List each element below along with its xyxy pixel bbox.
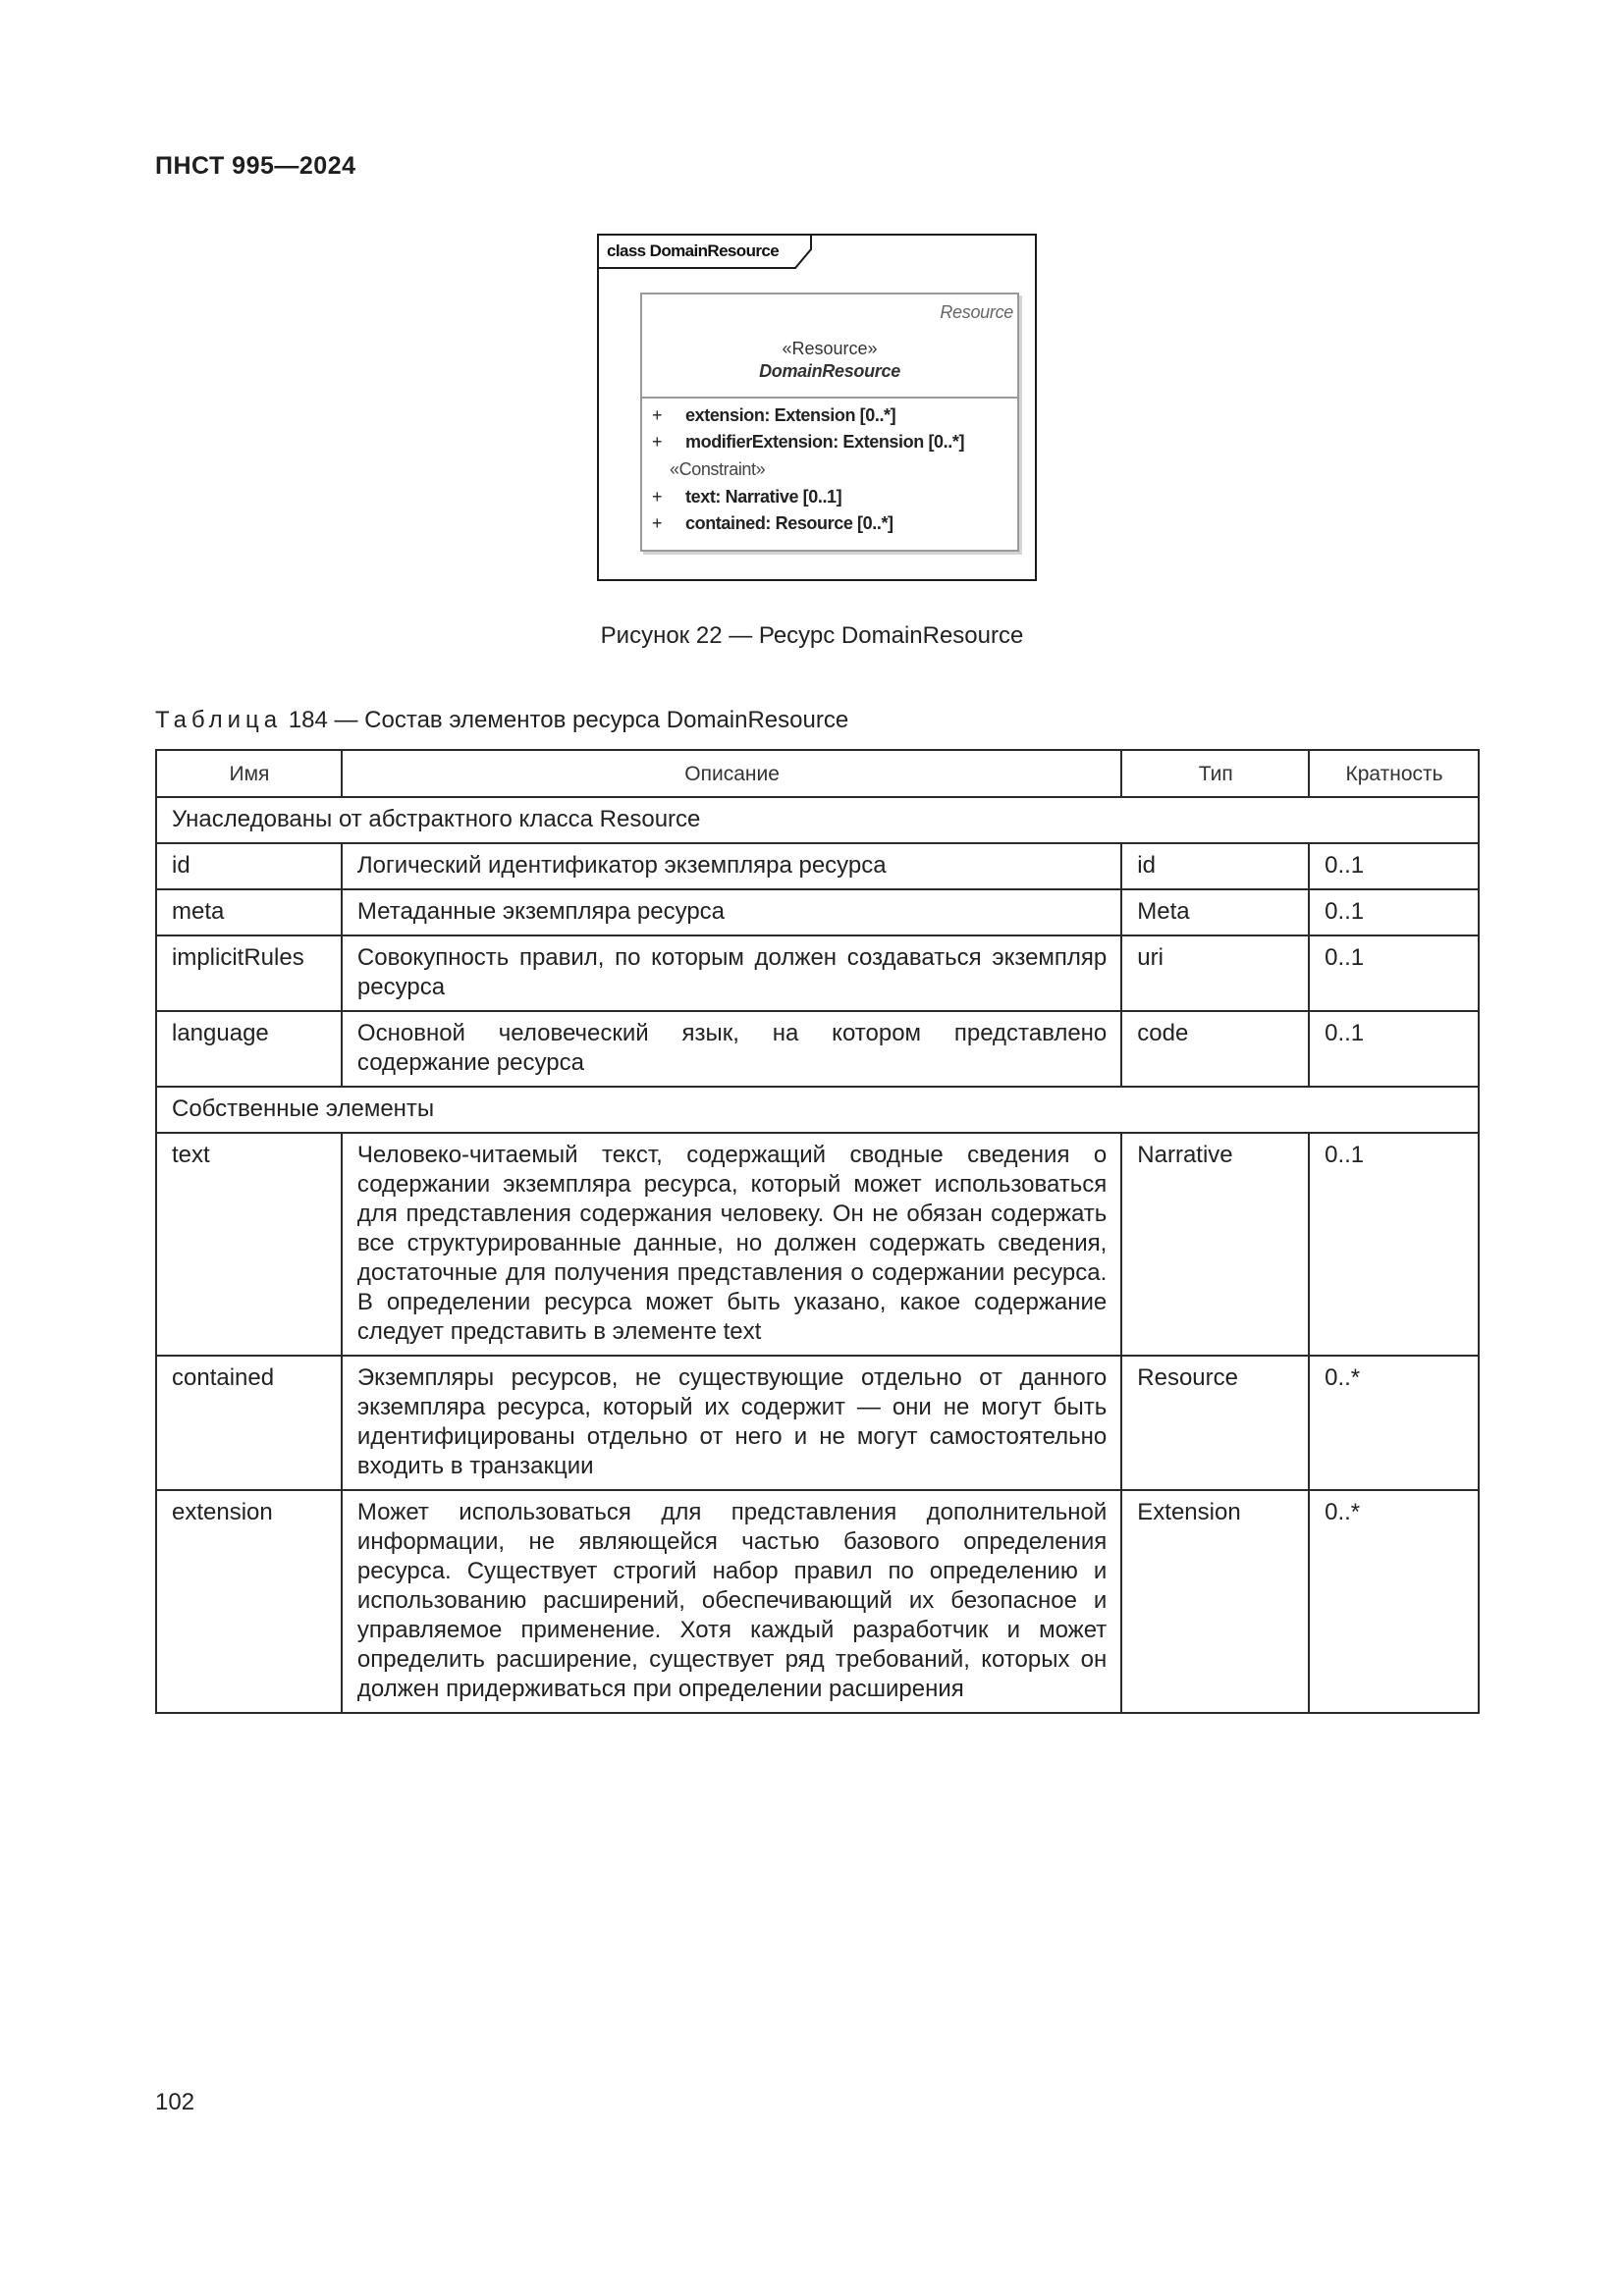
element-name: meta — [156, 889, 342, 935]
uml-attribute: + extension: Extension [0..*] — [652, 405, 896, 425]
table-header-row — [156, 750, 1479, 797]
column-header-cardinality: Кратность — [1309, 750, 1479, 797]
element-name: implicitRules — [156, 935, 342, 1011]
uml-attribute: + text: Narrative [0..1] — [652, 487, 842, 507]
table-title — [155, 707, 848, 734]
element-cardinality: 0..* — [1309, 1356, 1479, 1490]
uml-stereotype: «Resource» — [782, 339, 878, 358]
element-type: uri — [1121, 935, 1309, 1011]
element-name: contained — [156, 1356, 342, 1490]
element-description: Основной человеческий язык, на котором представлено содержание ресурса — [342, 1011, 1121, 1087]
element-description: Может использоваться для представления дополнительной информации, не являющейся частью базового определения ресурса. Существует строгий набор правил по определению и использованию расширений, обеспечивающий их безопасное и управляемое применение. Хотя каждый разработчик и может определить расширение, существует ряд требований, которых он должен придерживаться при определении расширения — [342, 1490, 1121, 1713]
table-row — [156, 889, 1479, 935]
element-type: Meta — [1121, 889, 1309, 935]
section-row — [156, 1087, 1479, 1133]
element-type: Extension — [1121, 1490, 1309, 1713]
section-title: Собственные элементы — [156, 1087, 1479, 1133]
element-name: language — [156, 1011, 342, 1087]
elements-table — [155, 749, 1480, 1714]
section-title: Унаследованы от абстрактного класса Resource — [156, 797, 1479, 843]
uml-parent-class: Resource — [940, 302, 1013, 322]
table-row — [156, 1490, 1479, 1713]
element-description: Логический идентификатор экземпляра ресурса — [342, 843, 1121, 889]
table-row — [156, 1011, 1479, 1087]
element-type: code — [1121, 1011, 1309, 1087]
element-description: Человеко-читаемый текст, содержащий сводные сведения о содержании экземпляра ресурса, который может использоваться для представления содержания человеку. Он не обязан содержать все структурированные данные, но должен содержать сведения, достаточные для получения представления о содержании ресурса. В определении ресурса может быть указано, какое содержание следует представить в элементе text — [342, 1133, 1121, 1356]
element-cardinality: 0..* — [1309, 1490, 1479, 1713]
table-row — [156, 935, 1479, 1011]
table-row — [156, 1133, 1479, 1356]
diagram-frame-label: class DomainResource — [607, 241, 780, 260]
element-description: Совокупность правил, по которым должен создаваться экземпляр ресурса — [342, 935, 1121, 1011]
uml-class-box — [640, 293, 1019, 552]
column-header-name: Имя — [156, 750, 342, 797]
element-type: Resource — [1121, 1356, 1309, 1490]
column-header-description: Описание — [342, 750, 1121, 797]
element-name: extension — [156, 1490, 342, 1713]
element-type: id — [1121, 843, 1309, 889]
diagram-frame-tab — [599, 236, 813, 269]
table-title-label: Таблица — [155, 707, 283, 733]
element-description: Метаданные экземпляра ресурса — [342, 889, 1121, 935]
column-header-type: Тип — [1121, 750, 1309, 797]
element-name: id — [156, 843, 342, 889]
uml-constraint-label: «Constraint» — [670, 459, 766, 479]
table-row — [156, 843, 1479, 889]
section-row — [156, 797, 1479, 843]
uml-attribute: + contained: Resource [0..*] — [652, 513, 893, 533]
element-cardinality: 0..1 — [1309, 889, 1479, 935]
element-cardinality: 0..1 — [1309, 843, 1479, 889]
element-cardinality: 0..1 — [1309, 1133, 1479, 1356]
element-name: text — [156, 1133, 342, 1356]
document-header: ПНСТ 995—2024 — [155, 152, 356, 180]
element-type: Narrative — [1121, 1133, 1309, 1356]
table-row — [156, 1356, 1479, 1490]
figure-caption: Рисунок 22 — Ресурс DomainResource — [600, 622, 1024, 649]
element-description: Экземпляры ресурсов, не существующие отдельно от данного экземпляра ресурса, который их содержит — они не могут быть идентифицированы отдельно от него и не могут самостоятельно входить в транзакции — [342, 1356, 1121, 1490]
uml-class-name: DomainResource — [759, 361, 900, 381]
uml-class-header — [642, 294, 1017, 399]
uml-attribute-list — [652, 402, 1011, 537]
page-number: 102 — [155, 2089, 195, 2115]
element-cardinality: 0..1 — [1309, 935, 1479, 1011]
uml-class-diagram — [597, 234, 1037, 581]
element-cardinality: 0..1 — [1309, 1011, 1479, 1087]
uml-attribute: + modifierExtension: Extension [0..*] — [652, 432, 965, 452]
table-title-text: 184 — Состав элементов ресурса DomainResource — [288, 707, 849, 733]
